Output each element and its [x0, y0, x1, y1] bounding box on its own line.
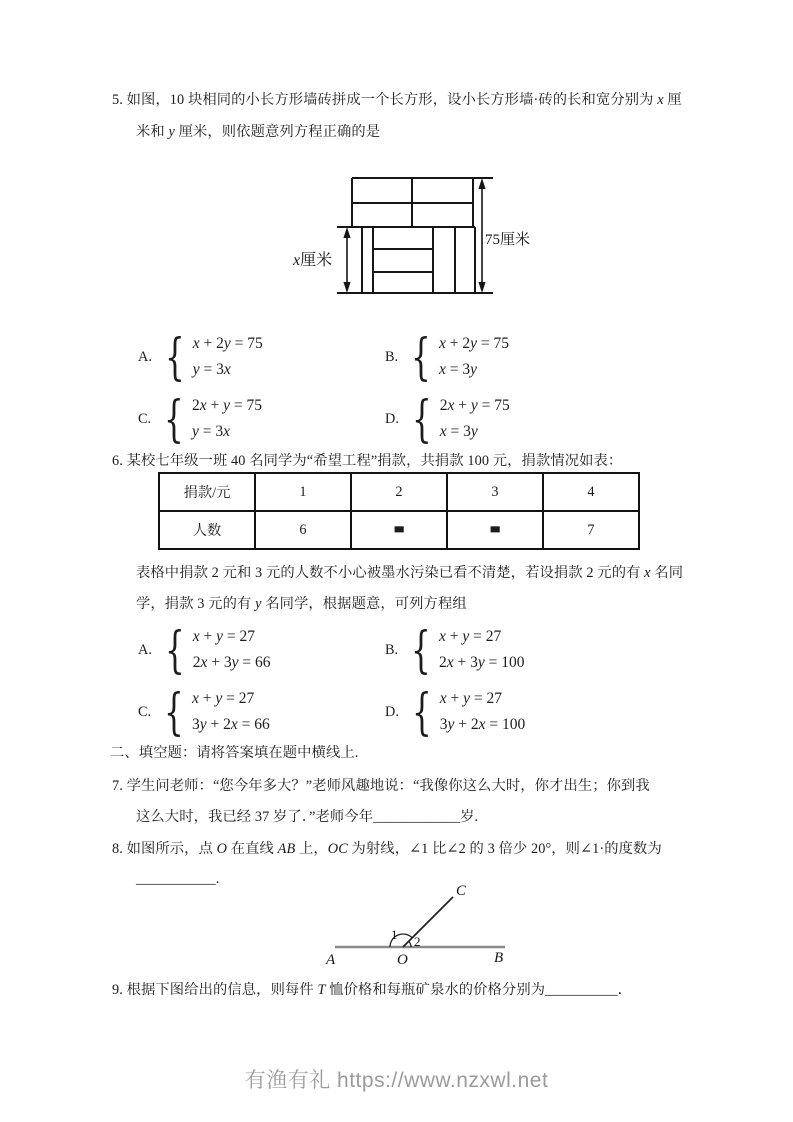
angle-1-label: 1	[391, 927, 398, 942]
option-letter: C.	[138, 703, 152, 720]
brace-icon: {	[411, 621, 431, 679]
equation: x + y = 27	[439, 690, 502, 707]
height-75-label: 75厘米	[485, 232, 531, 248]
q5-option-a	[138, 328, 263, 386]
option-letter: A.	[138, 348, 152, 365]
brace-icon: {	[164, 390, 184, 448]
table-cell: 3	[447, 473, 543, 511]
angle-2-label: 2	[414, 934, 421, 949]
q6-option-d	[385, 683, 525, 741]
table-header-row	[159, 473, 639, 511]
q5-option-c	[138, 390, 262, 448]
donation-table	[158, 472, 640, 550]
question-6-line-2: 表格中捐款 2 元和 3 元的人数不小心被墨水污染已看不清楚，若设捐款 2 元的有 x 名同	[136, 565, 684, 581]
ink-blot-icon: ■	[393, 522, 405, 537]
table-cell: 4	[543, 473, 639, 511]
q6-option-a	[138, 621, 271, 679]
brace-icon: {	[164, 683, 184, 741]
arrow-head-icon	[343, 282, 350, 293]
brace-icon: {	[411, 328, 431, 386]
table-cell: 捐款/元	[159, 473, 255, 511]
equation: x + y = 27	[191, 690, 255, 707]
equation: 2x + y = 75	[439, 397, 510, 414]
x-cm-label: x厘米	[293, 252, 333, 269]
arrow-head-icon	[343, 227, 350, 238]
question-6-line-3: 学，捐款 3 元的有 y 名同学，根据题意，可列方程组	[136, 596, 467, 612]
section-2-title: 二、填空题：请将答案填在题中横线上.	[110, 745, 359, 761]
option-letter: C.	[138, 410, 152, 427]
ink-blot-icon: ■	[489, 522, 501, 537]
q5-option-b	[385, 328, 509, 386]
ray-oc	[403, 897, 453, 947]
brace-icon: {	[411, 390, 432, 448]
equation: y = 3x	[192, 361, 231, 378]
arrow-head-icon	[478, 282, 485, 293]
question-6-intro: 6. 某校七年级一班 40 名同学为“希望工程”捐款，共捐款 100 元，捐款情况如表：	[112, 453, 623, 469]
equation: x + 2y = 75	[192, 335, 263, 352]
table-cell: 人数	[159, 511, 255, 549]
equation: y = 3x	[191, 423, 230, 440]
option-letter: D.	[385, 410, 399, 427]
equation: 2x + y = 75	[191, 397, 262, 414]
question-5-line-1: 5. 如图，10 块相同的小长方形墙砖拼成一个长方形，设小长方形墙·砖的长和宽分别为 x 厘	[112, 92, 682, 108]
point-o-label: O	[397, 952, 408, 968]
question-8-blank: ___________.	[136, 871, 220, 887]
equation: x = 3y	[439, 423, 478, 440]
q5-option-d	[385, 390, 510, 448]
point-c-label: C	[456, 883, 467, 899]
brick-wall-figure	[285, 168, 550, 313]
question-7-line-2: 这么大时，我已经 37 岁了．”老师今年____________岁.	[136, 809, 479, 825]
equation: 3y + 2x = 66	[191, 716, 270, 733]
table-cell	[447, 511, 543, 549]
option-letter: A.	[138, 641, 152, 658]
equation: 2x + 3y = 100	[438, 654, 525, 671]
equation: 2x + 3y = 66	[192, 654, 271, 671]
equation: x + 2y = 75	[438, 335, 509, 352]
point-b-label: B	[494, 950, 504, 966]
option-letter: B.	[385, 641, 399, 658]
question-8-line-1: 8. 如图所示，点 O 在直线 AB 上，OC 为射线，∠1 比∠2 的 3 倍少 20°，则∠1·的度数为	[112, 841, 662, 857]
equation: x + y = 27	[438, 628, 502, 645]
equation: x + y = 27	[192, 628, 255, 645]
equation: 3y + 2x = 100	[439, 716, 526, 733]
question-7-line-1: 7. 学生问老师：“您今年多大？”老师风趣地说：“我像你这么大时，你才出生；你到我	[112, 778, 650, 794]
table-cell	[351, 511, 447, 549]
question-5-line-2: 米和 y 厘米，则依题意列方程正确的是	[136, 124, 381, 140]
point-a-label: A	[326, 952, 336, 968]
table-cell: 2	[351, 473, 447, 511]
arrow-head-icon	[478, 178, 485, 189]
brace-icon: {	[411, 683, 432, 741]
option-letter: D.	[385, 703, 399, 720]
option-letter: B.	[385, 348, 399, 365]
brace-icon: {	[164, 328, 185, 386]
table-data-row	[159, 511, 639, 549]
brace-icon: {	[164, 621, 185, 679]
equation: x = 3y	[438, 361, 477, 378]
q6-option-c	[138, 683, 270, 741]
q6-option-b	[385, 621, 524, 679]
footer-watermark: 有渔有礼 https://www.nzxwl.net	[244, 1069, 549, 1092]
table-cell: 1	[255, 473, 351, 511]
question-9-line-1: 9. 根据下图给出的信息，则每件 T 恤价格和每瓶矿泉水的价格分别为__________．	[112, 982, 633, 998]
angle-figure	[310, 882, 525, 977]
table-cell: 6	[255, 511, 351, 549]
table-cell: 7	[543, 511, 639, 549]
